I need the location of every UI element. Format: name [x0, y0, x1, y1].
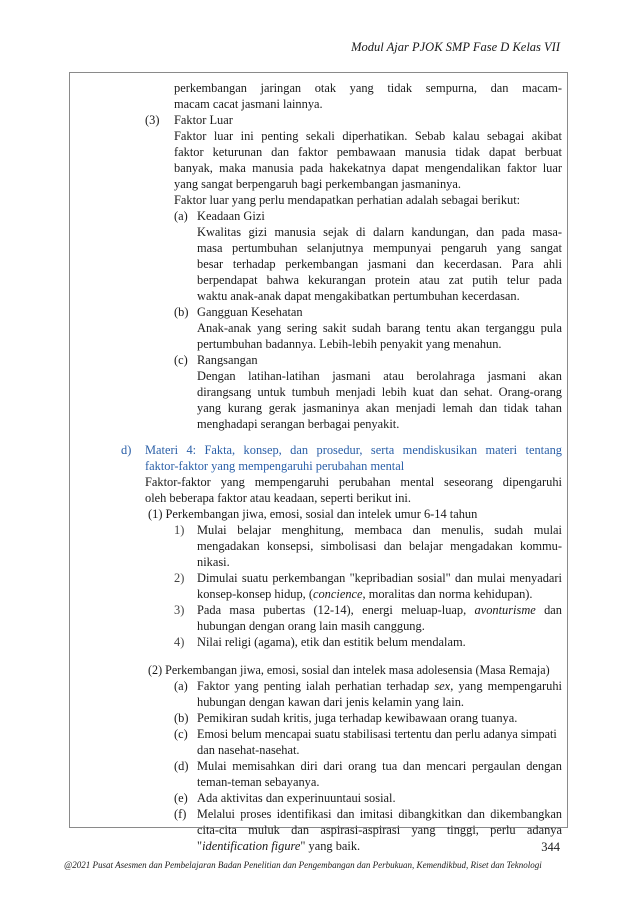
text-line — [197, 838, 360, 854]
text-line: Melalui proses identifikasi dan imitasi dibangkitkan dan dikembangkan — [197, 807, 562, 821]
text-line: besar terhadap perkembangan jasmani dan kecerdasan. Para ahli — [197, 257, 562, 271]
text-run: , moralitas dan norma kehidupan). — [362, 587, 533, 601]
text-line: waktu anak-anak dapat mengakibatkan pertumbuhan kecerdasan. — [197, 289, 520, 303]
text-run: " — [197, 839, 203, 853]
text-line: Kwalitas gizi manusia sejak di dalarn kandungan, dan pada masa- — [197, 225, 562, 239]
item-heading: Faktor Luar — [174, 113, 233, 127]
italic-term: concience — [312, 587, 363, 601]
running-header: Modul Ajar PJOK SMP Fase D Kelas VII — [351, 40, 560, 54]
item-number: (d) — [174, 759, 189, 773]
text-line: banyak, maka manusia pada hakekatnya dapat mengendalikan faktor luar — [174, 161, 562, 175]
item-number: (b) — [174, 711, 189, 725]
text-line: Mulai memisahkan diri dari orang tua dan mencari pergaulan dengan — [197, 759, 562, 773]
text-line: dirangsang untuk tumbuh menjadi lebih kuat dan sehat. Orang-orang — [197, 385, 562, 399]
item-heading: Keadaan Gizi — [197, 209, 265, 223]
text-run: konsep-konsep hidup, ( — [197, 587, 313, 601]
text-line: Pemikiran sudah kritis, juga terhadap kewibawaan orang tuanya. — [197, 711, 518, 725]
italic-term: identification figure — [202, 839, 301, 853]
footer-copyright: @2021 Pusat Asesmen dan Pembelajaran Badan Penelitian dan Pengembangan dan Perbukuan, Kemendikbud, Riset dan Teknologi — [64, 860, 542, 870]
italic-term: avonturisme — [474, 603, 536, 617]
text-line: macam cacat jasmani lainnya. — [174, 97, 323, 111]
section-number: d) — [121, 443, 132, 457]
subsection-heading: (1) Perkembangan jiwa, emosi, sosial dan intelek umur 6-14 tahun — [148, 507, 478, 521]
item-number: (c) — [174, 353, 188, 367]
text-line: Faktor-faktor yang mempengaruhi perubahan mental seseorang dipengaruhi — [145, 475, 562, 489]
text-line: oleh beberapa faktor atau keadaan, seperti berikut ini. — [145, 491, 411, 505]
text-line — [197, 678, 562, 694]
text-line — [197, 602, 562, 618]
text-line: hubungan dengan kawan dari jenis kelamin yang lain. — [197, 695, 465, 709]
text-line: Anak-anak yang sering sakit sudah barang tentu akan terganggu pula — [197, 321, 562, 335]
text-line: teman-teman sebayanya. — [197, 775, 320, 789]
item-number: 3) — [174, 603, 185, 617]
item-number: (a) — [174, 679, 188, 693]
text-line — [197, 586, 533, 602]
text-line: Faktor luar ini penting sekali diperhatikan. Sebab kalau sebagai akibat — [174, 129, 562, 143]
text-line: Dengan latihan-latihan jasmani atau berolahraga jasmani akan — [197, 369, 562, 383]
text-line: berpendapat bahwa kekurangan protein atau zat putih telur pada — [197, 273, 562, 287]
text-run: Pada masa pubertas (12-14), energi meluap-luap, — [197, 603, 475, 617]
item-number: 1) — [174, 523, 185, 537]
text-line: Emosi belum mencapai suatu stabilisasi tertentu dan perlu adanya simpati — [197, 727, 557, 741]
text-line: hubungan dengan orang lain masih canggung. — [197, 619, 425, 633]
text-line: nikasi. — [197, 555, 230, 569]
text-line: pertumbuhan badannya. Lebih-lebih penyakit yang menahun. — [197, 337, 502, 351]
text-line: mengadakan konsepsi, simbolisasi dan belajar mengadakan kommu- — [197, 539, 562, 553]
text-line: masa pertumbuhan selanjutnya mempunyai pengaruh yang sangat — [197, 241, 562, 255]
text-line: menghadapi serangan berbagai penyakit. — [197, 417, 400, 431]
subsection-heading: (2) Perkembangan jiwa, emosi, sosial dan intelek masa adolesensia (Masa Remaja) — [148, 663, 550, 677]
text-run: Faktor yang penting ialah perhatian terhadap — [197, 679, 435, 693]
item-number: 4) — [174, 635, 185, 649]
text-line: faktor keturunan dan faktor pembawaan manusia tidak dapat berbuat — [174, 145, 562, 159]
item-number: (b) — [174, 305, 189, 319]
item-number: (c) — [174, 727, 188, 741]
text-line: Nilai religi (agama), etik dan estitik belum mendalam. — [197, 635, 466, 649]
text-line: perkembangan jaringan otak yang tidak sempurna, dan macam- — [174, 81, 562, 95]
text-line: yang kurang gerak jasmaninya akan menjadi lemah dan tidak tahan — [197, 401, 562, 415]
item-number: (f) — [174, 807, 187, 821]
text-run: " yang baik. — [300, 839, 361, 853]
text-line: dan nasehat-nasehat. — [197, 743, 300, 757]
item-number: (e) — [174, 791, 188, 805]
text-line: yang sangat berpengaruh bagi perkembangan jasmaninya. — [174, 177, 461, 191]
item-number: (a) — [174, 209, 188, 223]
item-number: 2) — [174, 571, 185, 585]
item-heading: Gangguan Kesehatan — [197, 305, 303, 319]
text-line: Ada aktivitas dan experinuuntaui sosial. — [197, 791, 396, 805]
italic-term: sex — [434, 679, 451, 693]
page-number: 344 — [541, 840, 560, 854]
text-run: dan — [535, 603, 562, 617]
text-line: Dimulai suatu perkembangan "kepribadian sosial" dan mulai menyadari — [197, 571, 562, 585]
item-number: (3) — [145, 113, 160, 127]
section-heading: Materi 4: Fakta, konsep, dan prosedur, serta mendiskusikan materi tentang — [145, 443, 562, 457]
text-line: cita-cita muluk dan aspirasi-aspirasi yang tinggi, perlu adanya — [197, 823, 562, 837]
text-line: Mulai belajar menghitung, membaca dan menulis, sudah mulai — [197, 523, 562, 537]
section-heading: faktor-faktor yang mempengaruhi perubahan mental — [145, 459, 405, 473]
text-line: Faktor luar yang perlu mendapatkan perhatian adalah sebagai berikut: — [174, 193, 521, 207]
item-heading: Rangsangan — [197, 353, 258, 367]
text-run: , yang mempengaruhi — [450, 679, 562, 693]
